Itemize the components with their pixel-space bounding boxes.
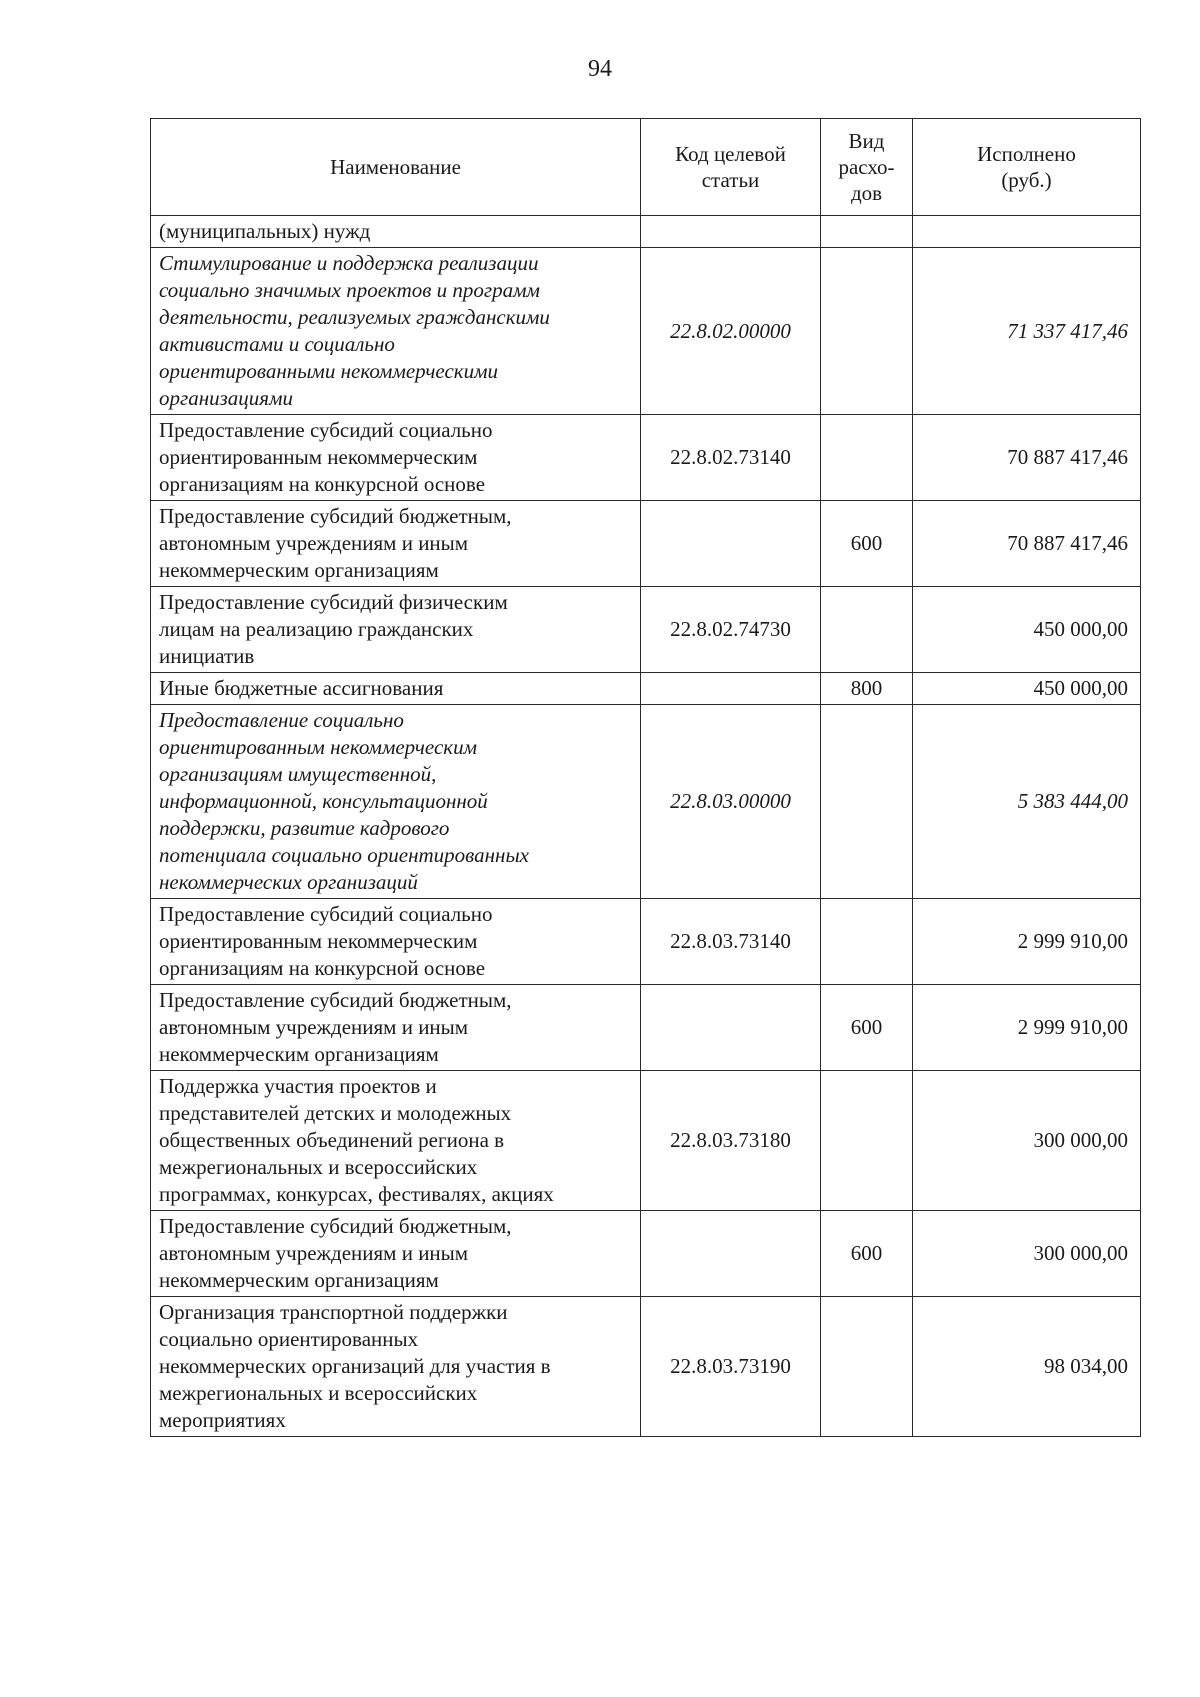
table-row [151, 248, 1141, 415]
cell-name-text: Предоставление субсидий бюджетным, автономным учреждениям и иным некоммерческим организациям [159, 1214, 512, 1292]
cell-type-text: 600 [850, 1015, 883, 1039]
cell-code [641, 1211, 821, 1297]
cell-code [641, 587, 821, 673]
cell-name-text: Поддержка участия проектов и представителей детских и молодежных общественных объединений региона в межрегиональных и всероссийских программах, конкурсах, фестивалях, акциях [159, 1074, 554, 1206]
cell-type-text: 800 [850, 676, 883, 700]
cell-code-text: 22.8.02.73140 [670, 445, 791, 469]
cell-type-text: 600 [850, 531, 883, 555]
cell-code [641, 415, 821, 501]
header-type-label: Вид расхо- дов [838, 129, 895, 205]
cell-type [821, 985, 913, 1071]
cell-type [821, 1071, 913, 1211]
cell-code [641, 985, 821, 1071]
cell-type [821, 248, 913, 415]
cell-sum-text: 450 000,00 [1033, 676, 1128, 700]
cell-code-text: 22.8.03.73190 [670, 1354, 791, 1378]
cell-sum [913, 501, 1141, 587]
cell-sum [913, 1211, 1141, 1297]
cell-code [641, 899, 821, 985]
cell-name [151, 1211, 641, 1297]
cell-sum-text: 300 000,00 [1033, 1241, 1128, 1265]
header-type [821, 119, 913, 216]
header-name [151, 119, 641, 216]
table-row [151, 1211, 1141, 1297]
header-sum [913, 119, 1141, 216]
cell-name-text: (муниципальных) нужд [159, 219, 371, 243]
cell-name-text: Стимулирование и поддержка реализации социально значимых проектов и программ деятельности, реализуемых гражданскими активистами и социально ориентированными некоммерческими организациями [159, 251, 550, 410]
cell-sum [913, 216, 1141, 248]
cell-code [641, 673, 821, 705]
header-name-label: Наименование [330, 155, 461, 179]
cell-type-text: 600 [850, 1241, 883, 1265]
cell-code [641, 705, 821, 899]
cell-code [641, 248, 821, 415]
table-row [151, 587, 1141, 673]
cell-sum-text: 98 034,00 [1044, 1354, 1128, 1378]
cell-name-text: Предоставление субсидий бюджетным, автономным учреждениям и иным некоммерческим организациям [159, 988, 512, 1066]
cell-type [821, 1297, 913, 1437]
cell-code [641, 1297, 821, 1437]
cell-code [641, 1071, 821, 1211]
cell-code-text: 22.8.03.00000 [670, 789, 791, 813]
cell-code-text: 22.8.03.73180 [670, 1128, 791, 1152]
cell-type [821, 705, 913, 899]
cell-name-text: Иные бюджетные ассигнования [159, 676, 444, 700]
cell-sum-text: 2 999 910,00 [1017, 929, 1128, 953]
header-sum-label: Исполнено (руб.) [977, 142, 1076, 192]
table-row [151, 415, 1141, 501]
cell-sum [913, 415, 1141, 501]
cell-sum-text: 5 383 444,00 [1017, 789, 1128, 813]
cell-type [821, 587, 913, 673]
table-row [151, 216, 1141, 248]
table-row [151, 673, 1141, 705]
cell-name [151, 415, 641, 501]
cell-sum [913, 899, 1141, 985]
cell-name [151, 501, 641, 587]
cell-name-text: Предоставление субсидий социально ориентированным некоммерческим организациям на конкурсной основе [159, 418, 493, 496]
cell-sum-text: 450 000,00 [1033, 617, 1128, 641]
table-row [151, 1071, 1141, 1211]
cell-sum [913, 248, 1141, 415]
cell-code [641, 501, 821, 587]
cell-type [821, 415, 913, 501]
cell-name [151, 216, 641, 248]
cell-name [151, 1071, 641, 1211]
table-body [151, 216, 1141, 1437]
cell-name [151, 899, 641, 985]
table-header-row [151, 119, 1141, 216]
cell-sum [913, 673, 1141, 705]
cell-sum-text: 70 887 417,46 [1007, 445, 1128, 469]
cell-name [151, 985, 641, 1071]
cell-type [821, 673, 913, 705]
cell-type [821, 1211, 913, 1297]
cell-code-text: 22.8.03.73140 [670, 929, 791, 953]
cell-sum-text: 2 999 910,00 [1017, 1015, 1128, 1039]
header-code [641, 119, 821, 216]
cell-sum-text: 70 887 417,46 [1007, 531, 1128, 555]
page-number: 94 [588, 56, 612, 82]
cell-name [151, 673, 641, 705]
table-row [151, 985, 1141, 1071]
cell-code-text: 22.8.02.00000 [670, 318, 791, 343]
cell-name [151, 248, 641, 415]
cell-name [151, 587, 641, 673]
cell-sum [913, 587, 1141, 673]
cell-sum [913, 1071, 1141, 1211]
cell-name-text: Организация транспортной поддержки социально ориентированных некоммерческих организаций для участия в межрегиональных и всероссийских мероприятиях [159, 1300, 551, 1432]
cell-sum [913, 985, 1141, 1071]
cell-code [641, 216, 821, 248]
cell-sum-text: 300 000,00 [1033, 1128, 1128, 1152]
table-row [151, 899, 1141, 985]
table-row [151, 1297, 1141, 1437]
cell-name-text: Предоставление субсидий физическим лицам на реализацию гражданских инициатив [159, 590, 508, 668]
cell-name-text: Предоставление субсидий социально ориентированным некоммерческим организациям на конкурсной основе [159, 902, 493, 980]
cell-type [821, 501, 913, 587]
header-code-label: Код целевой статьи [675, 142, 786, 192]
table-row [151, 501, 1141, 587]
cell-type [821, 216, 913, 248]
cell-name [151, 1297, 641, 1437]
table-row [151, 705, 1141, 899]
cell-sum [913, 705, 1141, 899]
budget-table [150, 118, 1141, 1437]
cell-code-text: 22.8.02.74730 [670, 617, 791, 641]
cell-name-text: Предоставление субсидий бюджетным, автономным учреждениям и иным некоммерческим организациям [159, 504, 512, 582]
cell-name-text: Предоставление социально ориентированным некоммерческим организациям имущественной, информационной, консультационной поддержки, развитие кадрового потенциала социально ориентированных некоммерческих организаций [159, 708, 530, 894]
cell-sum-text: 71 337 417,46 [1007, 318, 1128, 343]
cell-sum [913, 1297, 1141, 1437]
cell-name [151, 705, 641, 899]
cell-type [821, 899, 913, 985]
